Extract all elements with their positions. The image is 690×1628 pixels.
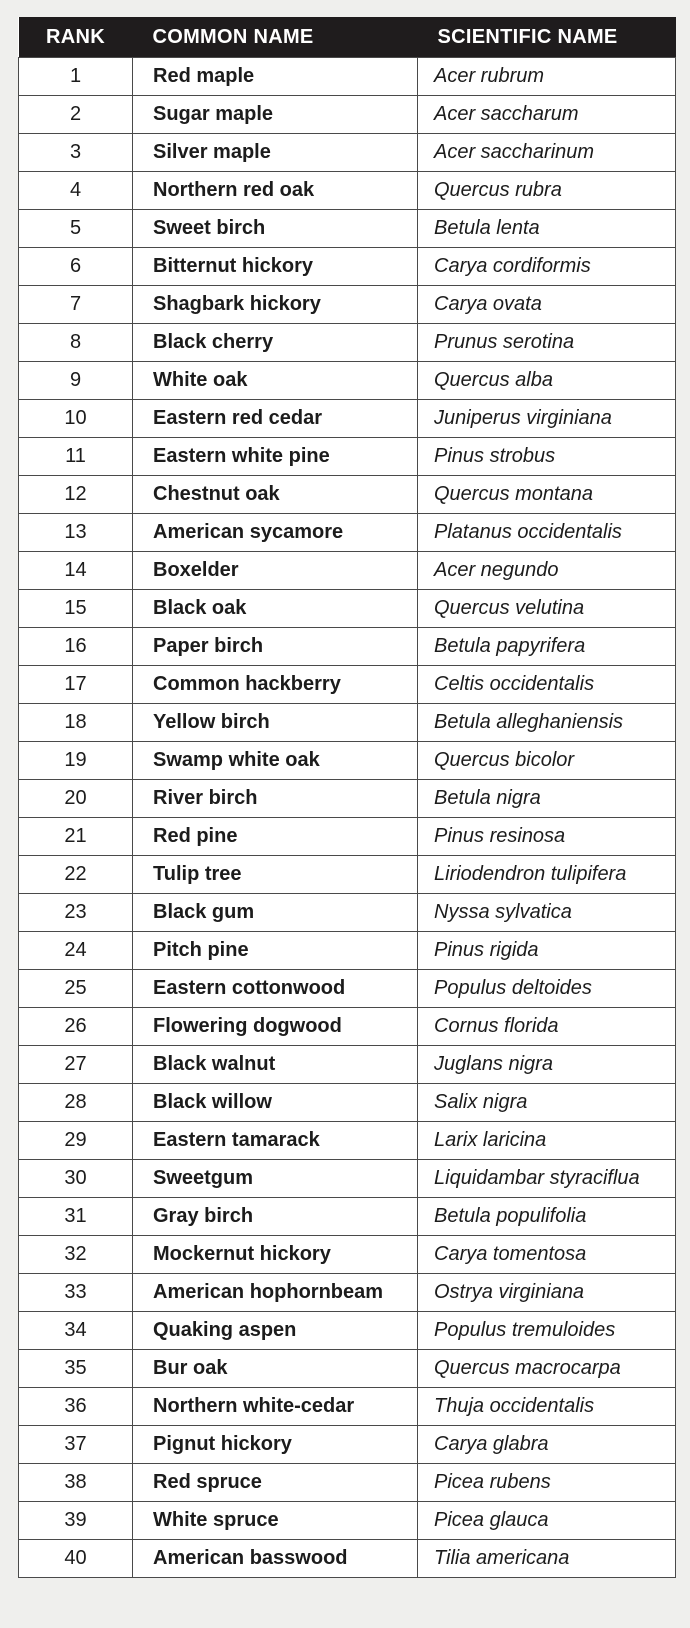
common-name-cell: Northern white-cedar [133, 1388, 418, 1426]
scientific-name-cell: Betula alleghaniensis [418, 704, 676, 742]
scientific-name-cell: Liquidambar styraciflua [418, 1160, 676, 1198]
scientific-name-cell: Betula populifolia [418, 1198, 676, 1236]
rank-cell: 27 [19, 1046, 133, 1084]
common-name-cell: Bitternut hickory [133, 248, 418, 286]
table-row [19, 1160, 676, 1198]
rank-cell: 4 [19, 172, 133, 210]
scientific-name-cell: Pinus strobus [418, 438, 676, 476]
common-name-cell: Eastern tamarack [133, 1122, 418, 1160]
common-name-cell: American basswood [133, 1540, 418, 1578]
common-name-cell: Pignut hickory [133, 1426, 418, 1464]
table-row [19, 552, 676, 590]
common-name-cell: Yellow birch [133, 704, 418, 742]
table-row [19, 970, 676, 1008]
rank-cell: 37 [19, 1426, 133, 1464]
table-row [19, 210, 676, 248]
common-name-cell: Red spruce [133, 1464, 418, 1502]
table-row [19, 514, 676, 552]
rank-cell: 25 [19, 970, 133, 1008]
scientific-name-cell: Thuja occidentalis [418, 1388, 676, 1426]
table-row [19, 1350, 676, 1388]
common-name-cell: Eastern white pine [133, 438, 418, 476]
table-row [19, 1312, 676, 1350]
scientific-name-cell: Quercus alba [418, 362, 676, 400]
table-row [19, 58, 676, 96]
scientific-name-cell: Carya glabra [418, 1426, 676, 1464]
table-row [19, 286, 676, 324]
scientific-name-cell: Quercus montana [418, 476, 676, 514]
common-name-cell: Sweetgum [133, 1160, 418, 1198]
scientific-name-cell: Larix laricina [418, 1122, 676, 1160]
common-name-cell: American hophornbeam [133, 1274, 418, 1312]
rank-cell: 7 [19, 286, 133, 324]
scientific-name-cell: Quercus rubra [418, 172, 676, 210]
scientific-name-cell: Betula lenta [418, 210, 676, 248]
table-row [19, 400, 676, 438]
scientific-name-cell: Quercus macrocarpa [418, 1350, 676, 1388]
table-row [19, 1198, 676, 1236]
scientific-name-cell: Liriodendron tulipifera [418, 856, 676, 894]
table-row [19, 1426, 676, 1464]
scientific-name-cell: Cornus florida [418, 1008, 676, 1046]
rank-cell: 31 [19, 1198, 133, 1236]
rank-cell: 22 [19, 856, 133, 894]
table-body [19, 58, 676, 1578]
scientific-name-cell: Acer negundo [418, 552, 676, 590]
scientific-name-cell: Picea glauca [418, 1502, 676, 1540]
rank-cell: 20 [19, 780, 133, 818]
common-name-cell: Gray birch [133, 1198, 418, 1236]
scientific-name-cell: Salix nigra [418, 1084, 676, 1122]
common-name-cell: Red maple [133, 58, 418, 96]
common-name-cell: Common hackberry [133, 666, 418, 704]
scientific-name-cell: Nyssa sylvatica [418, 894, 676, 932]
common-name-cell: Shagbark hickory [133, 286, 418, 324]
table-row [19, 438, 676, 476]
rank-cell: 29 [19, 1122, 133, 1160]
table-row [19, 476, 676, 514]
rank-cell: 12 [19, 476, 133, 514]
rank-cell: 34 [19, 1312, 133, 1350]
rank-cell: 10 [19, 400, 133, 438]
common-name-cell: Sugar maple [133, 96, 418, 134]
header-common-name: COMMON NAME [133, 17, 418, 58]
table-row [19, 1122, 676, 1160]
scientific-name-cell: Populus deltoides [418, 970, 676, 1008]
scientific-name-cell: Ostrya virginiana [418, 1274, 676, 1312]
table-row [19, 96, 676, 134]
table-row [19, 134, 676, 172]
common-name-cell: River birch [133, 780, 418, 818]
table-row [19, 1502, 676, 1540]
rank-cell: 38 [19, 1464, 133, 1502]
rank-cell: 28 [19, 1084, 133, 1122]
header-row [19, 17, 676, 58]
common-name-cell: Red pine [133, 818, 418, 856]
rank-cell: 32 [19, 1236, 133, 1274]
rank-cell: 23 [19, 894, 133, 932]
table-row [19, 856, 676, 894]
table-row [19, 1008, 676, 1046]
scientific-name-cell: Tilia americana [418, 1540, 676, 1578]
common-name-cell: Eastern cottonwood [133, 970, 418, 1008]
table-row [19, 1274, 676, 1312]
common-name-cell: Sweet birch [133, 210, 418, 248]
tree-species-table [18, 17, 676, 1578]
table-row [19, 1388, 676, 1426]
table-row [19, 818, 676, 856]
table-row [19, 1540, 676, 1578]
table-row [19, 248, 676, 286]
common-name-cell: Black willow [133, 1084, 418, 1122]
rank-cell: 2 [19, 96, 133, 134]
common-name-cell: Boxelder [133, 552, 418, 590]
table-row [19, 1236, 676, 1274]
common-name-cell: Silver maple [133, 134, 418, 172]
scientific-name-cell: Platanus occidentalis [418, 514, 676, 552]
rank-cell: 26 [19, 1008, 133, 1046]
common-name-cell: Northern red oak [133, 172, 418, 210]
common-name-cell: Black oak [133, 590, 418, 628]
common-name-cell: Black cherry [133, 324, 418, 362]
scientific-name-cell: Populus tremuloides [418, 1312, 676, 1350]
rank-cell: 6 [19, 248, 133, 286]
table-row [19, 932, 676, 970]
scientific-name-cell: Pinus resinosa [418, 818, 676, 856]
rank-cell: 1 [19, 58, 133, 96]
rank-cell: 39 [19, 1502, 133, 1540]
table-row [19, 324, 676, 362]
rank-cell: 33 [19, 1274, 133, 1312]
scientific-name-cell: Quercus bicolor [418, 742, 676, 780]
common-name-cell: Tulip tree [133, 856, 418, 894]
scientific-name-cell: Carya cordiformis [418, 248, 676, 286]
rank-cell: 19 [19, 742, 133, 780]
common-name-cell: Eastern red cedar [133, 400, 418, 438]
scientific-name-cell: Acer saccharinum [418, 134, 676, 172]
scientific-name-cell: Celtis occidentalis [418, 666, 676, 704]
rank-cell: 11 [19, 438, 133, 476]
table-row [19, 628, 676, 666]
common-name-cell: Flowering dogwood [133, 1008, 418, 1046]
scientific-name-cell: Pinus rigida [418, 932, 676, 970]
scientific-name-cell: Acer rubrum [418, 58, 676, 96]
rank-cell: 40 [19, 1540, 133, 1578]
rank-cell: 16 [19, 628, 133, 666]
rank-cell: 21 [19, 818, 133, 856]
common-name-cell: Quaking aspen [133, 1312, 418, 1350]
table-row [19, 780, 676, 818]
common-name-cell: White spruce [133, 1502, 418, 1540]
scientific-name-cell: Carya ovata [418, 286, 676, 324]
common-name-cell: Swamp white oak [133, 742, 418, 780]
header-scientific-name: SCIENTIFIC NAME [418, 17, 676, 58]
scientific-name-cell: Betula papyrifera [418, 628, 676, 666]
common-name-cell: Black gum [133, 894, 418, 932]
table-row [19, 1464, 676, 1502]
rank-cell: 14 [19, 552, 133, 590]
rank-cell: 5 [19, 210, 133, 248]
tree-species-table-container [18, 17, 675, 1578]
rank-cell: 30 [19, 1160, 133, 1198]
common-name-cell: Bur oak [133, 1350, 418, 1388]
common-name-cell: Paper birch [133, 628, 418, 666]
common-name-cell: American sycamore [133, 514, 418, 552]
rank-cell: 18 [19, 704, 133, 742]
rank-cell: 13 [19, 514, 133, 552]
table-row [19, 172, 676, 210]
common-name-cell: Pitch pine [133, 932, 418, 970]
rank-cell: 24 [19, 932, 133, 970]
scientific-name-cell: Carya tomentosa [418, 1236, 676, 1274]
scientific-name-cell: Acer saccharum [418, 96, 676, 134]
table-row [19, 742, 676, 780]
table-row [19, 590, 676, 628]
scientific-name-cell: Picea rubens [418, 1464, 676, 1502]
scientific-name-cell: Juniperus virginiana [418, 400, 676, 438]
common-name-cell: White oak [133, 362, 418, 400]
rank-cell: 17 [19, 666, 133, 704]
table-row [19, 1084, 676, 1122]
header-rank: RANK [19, 17, 133, 58]
table-row [19, 894, 676, 932]
rank-cell: 8 [19, 324, 133, 362]
scientific-name-cell: Prunus serotina [418, 324, 676, 362]
scientific-name-cell: Betula nigra [418, 780, 676, 818]
rank-cell: 35 [19, 1350, 133, 1388]
scientific-name-cell: Juglans nigra [418, 1046, 676, 1084]
rank-cell: 15 [19, 590, 133, 628]
common-name-cell: Black walnut [133, 1046, 418, 1084]
table-row [19, 362, 676, 400]
common-name-cell: Mockernut hickory [133, 1236, 418, 1274]
scientific-name-cell: Quercus velutina [418, 590, 676, 628]
table-row [19, 704, 676, 742]
table-header [19, 17, 676, 58]
rank-cell: 36 [19, 1388, 133, 1426]
table-row [19, 666, 676, 704]
table-row [19, 1046, 676, 1084]
common-name-cell: Chestnut oak [133, 476, 418, 514]
rank-cell: 3 [19, 134, 133, 172]
rank-cell: 9 [19, 362, 133, 400]
